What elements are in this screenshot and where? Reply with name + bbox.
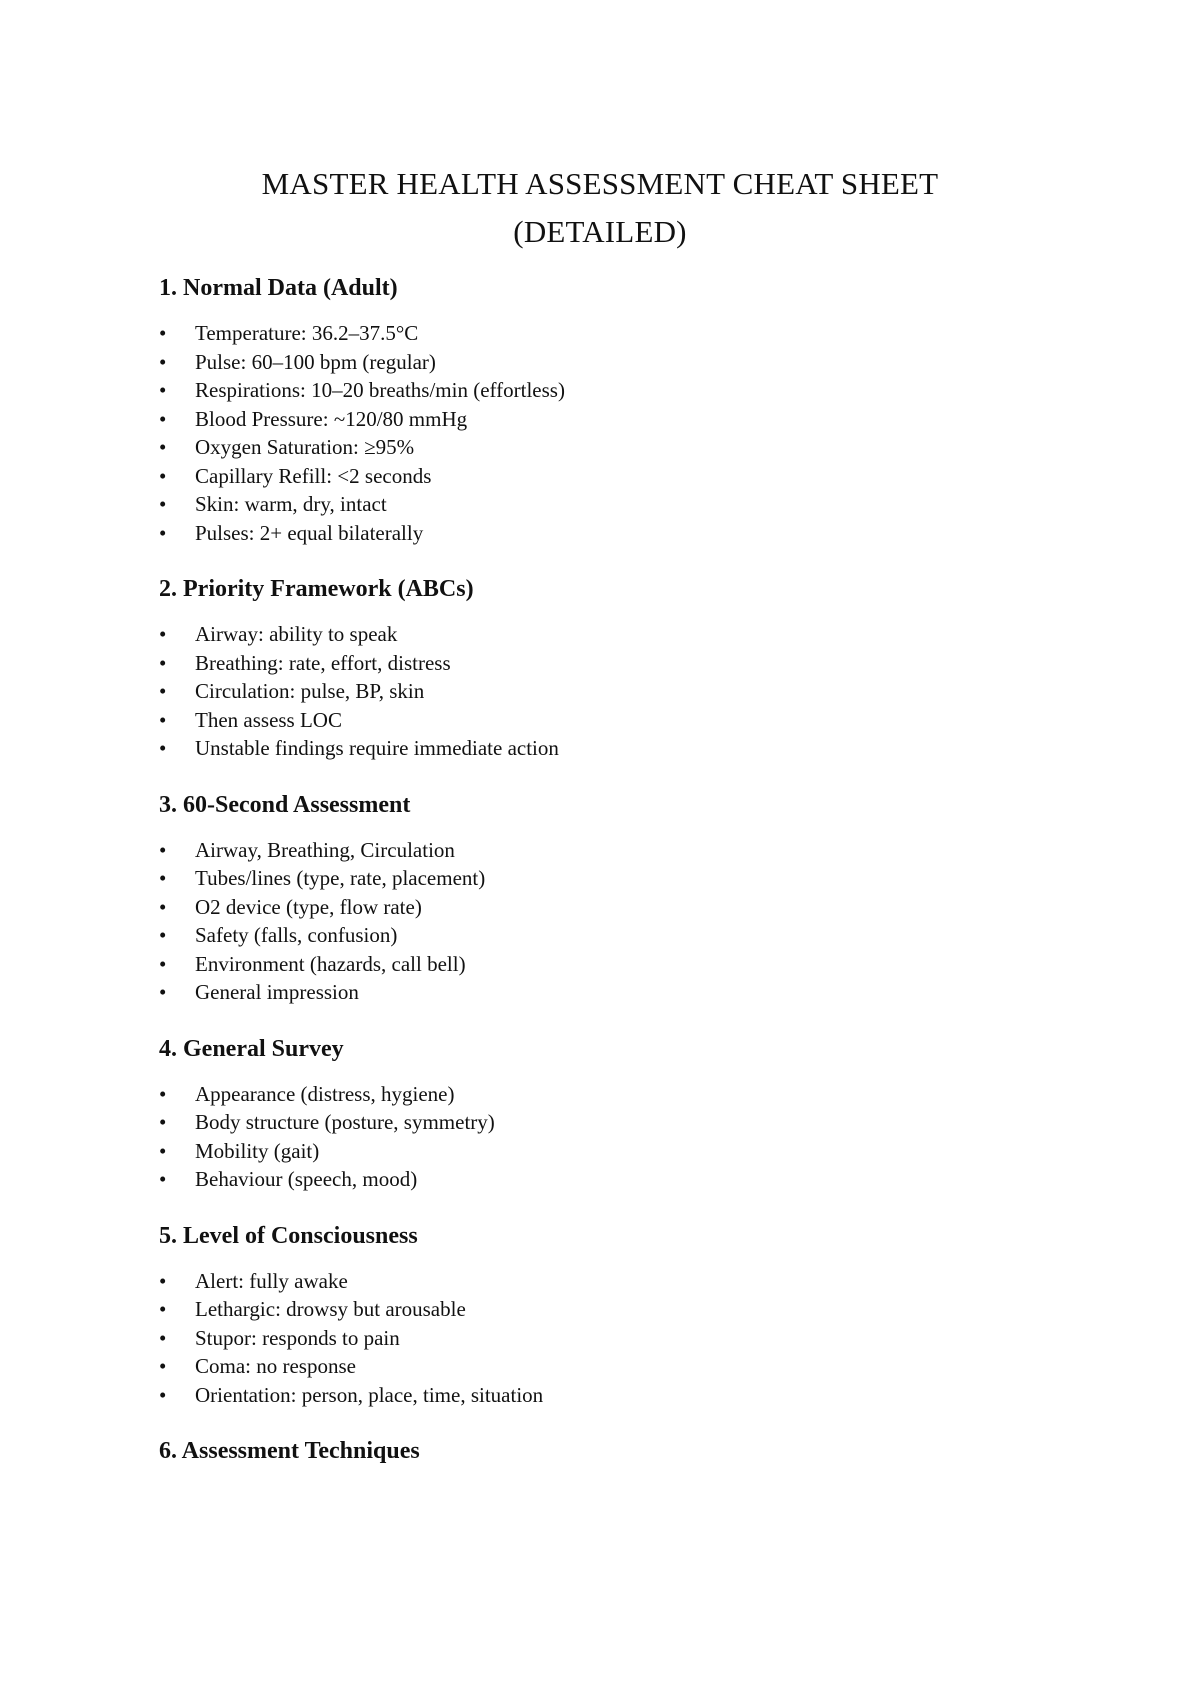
list-item — [159, 462, 1059, 491]
list-item-text: Environment (hazards, call bell) — [195, 951, 466, 976]
section-6 — [159, 1436, 1059, 1466]
list-item-text: Stupor: responds to pain — [195, 1325, 400, 1350]
list-item-text: Tubes/lines (type, rate, placement) — [195, 866, 486, 890]
bullet-list — [159, 319, 1059, 547]
bullet-icon: • — [159, 1325, 167, 1350]
section-3 — [159, 790, 1059, 1007]
bullet-icon: • — [159, 736, 167, 760]
bullet-icon: • — [159, 894, 167, 919]
list-item-text: Mobility (gait) — [195, 1138, 320, 1163]
list-item-text: Orientation: person, place, time, situation — [195, 1382, 544, 1407]
list-item — [159, 490, 1059, 519]
list-item-text: Unstable findings require immediate action — [195, 736, 559, 760]
bullet-icon: • — [159, 1297, 167, 1321]
list-item — [159, 405, 1059, 434]
section-1 — [159, 273, 1059, 547]
list-item-text: Capillary Refill: <2 seconds — [195, 463, 432, 488]
list-item — [159, 1295, 1059, 1324]
list-item — [159, 1324, 1059, 1353]
list-item-text: Behaviour (speech, mood) — [195, 1167, 418, 1191]
document-title — [0, 160, 1200, 256]
bullet-icon: • — [159, 1354, 167, 1378]
list-item — [159, 893, 1059, 922]
list-item — [159, 1352, 1059, 1381]
section-heading: 6. Assessment Techniques — [159, 1438, 420, 1464]
section-heading: 5. Level of Consciousness — [159, 1222, 418, 1249]
list-item — [159, 734, 1059, 763]
list-item — [159, 433, 1059, 462]
bullet-icon: • — [159, 1268, 167, 1293]
bullet-icon: • — [159, 492, 167, 516]
list-item-text: Appearance (distress, hygiene) — [195, 1081, 455, 1106]
list-item-text: General impression — [195, 980, 359, 1004]
list-item-text: Pulse: 60–100 bpm (regular) — [195, 349, 436, 374]
bullet-icon: • — [159, 520, 167, 545]
section-heading: 1. Normal Data (Adult) — [159, 275, 398, 301]
bullet-icon: • — [159, 1081, 167, 1106]
list-item — [159, 677, 1059, 706]
list-item-text: Coma: no response — [195, 1354, 356, 1378]
section-heading: 4. General Survey — [159, 1035, 344, 1062]
list-item-text: Body structure (posture, symmetry) — [195, 1110, 495, 1134]
bullet-icon: • — [159, 1110, 167, 1134]
list-item-text: Airway, Breathing, Circulation — [195, 837, 455, 862]
list-item — [159, 1108, 1059, 1137]
bullet-icon: • — [159, 622, 167, 646]
list-item — [159, 649, 1059, 678]
bullet-icon: • — [159, 866, 167, 890]
bullet-icon: • — [159, 1382, 167, 1407]
bullet-icon: • — [159, 923, 167, 947]
list-item — [159, 706, 1059, 735]
bullet-list — [159, 1080, 1059, 1194]
bullet-icon: • — [159, 951, 167, 976]
list-item-text: Oxygen Saturation: ≥95% — [195, 435, 415, 459]
list-item — [159, 1080, 1059, 1109]
list-item-text: Airway: ability to speak — [195, 622, 398, 646]
list-item — [159, 519, 1059, 548]
bullet-icon: • — [159, 349, 167, 374]
list-item-text: Safety (falls, confusion) — [195, 923, 398, 947]
document-body — [159, 273, 1059, 1482]
bullet-icon: • — [159, 837, 167, 862]
bullet-icon: • — [159, 321, 167, 345]
bullet-icon: • — [159, 1138, 167, 1163]
list-item — [159, 950, 1059, 979]
bullet-icon: • — [159, 1167, 167, 1191]
list-item-text: Breathing: rate, effort, distress — [195, 650, 451, 675]
bullet-list — [159, 620, 1059, 763]
list-item — [159, 1267, 1059, 1296]
list-item-text: Then assess LOC — [195, 707, 342, 732]
list-item-text: Pulses: 2+ equal bilaterally — [195, 520, 424, 545]
bullet-icon: • — [159, 980, 167, 1004]
list-item-text: O2 device (type, flow rate) — [195, 894, 422, 919]
list-item-text: Temperature: 36.2–37.5°C — [195, 321, 419, 345]
list-item — [159, 978, 1059, 1007]
bullet-icon: • — [159, 406, 167, 431]
section-4 — [159, 1034, 1059, 1194]
list-item-text: Blood Pressure: ~120/80 mmHg — [195, 406, 468, 431]
section-heading: 3. 60-Second Assessment — [159, 791, 411, 818]
section-5 — [159, 1221, 1059, 1410]
list-item — [159, 864, 1059, 893]
section-heading: 2. Priority Framework (ABCs) — [159, 576, 474, 602]
section-2 — [159, 574, 1059, 763]
list-item — [159, 376, 1059, 405]
list-item-text: Lethargic: drowsy but arousable — [195, 1297, 466, 1321]
list-item — [159, 319, 1059, 348]
list-item — [159, 836, 1059, 865]
bullet-icon: • — [159, 463, 167, 488]
bullet-list — [159, 1267, 1059, 1410]
document-title-line-2: (DETAILED) — [513, 214, 687, 249]
document-title-line-1: MASTER HEALTH ASSESSMENT CHEAT SHEET — [261, 166, 939, 201]
list-item — [159, 348, 1059, 377]
list-item-text: Circulation: pulse, BP, skin — [195, 679, 425, 703]
bullet-icon: • — [159, 707, 167, 732]
bullet-list — [159, 836, 1059, 1007]
list-item-text: Skin: warm, dry, intact — [195, 492, 387, 516]
list-item — [159, 1137, 1059, 1166]
list-item — [159, 1165, 1059, 1194]
bullet-icon: • — [159, 435, 167, 459]
list-item — [159, 1381, 1059, 1410]
bullet-icon: • — [159, 650, 167, 675]
list-item-text: Alert: fully awake — [195, 1268, 348, 1293]
list-item — [159, 620, 1059, 649]
bullet-icon: • — [159, 378, 167, 402]
list-item-text: Respirations: 10–20 breaths/min (effortless) — [195, 378, 565, 402]
list-item — [159, 921, 1059, 950]
bullet-icon: • — [159, 679, 167, 703]
